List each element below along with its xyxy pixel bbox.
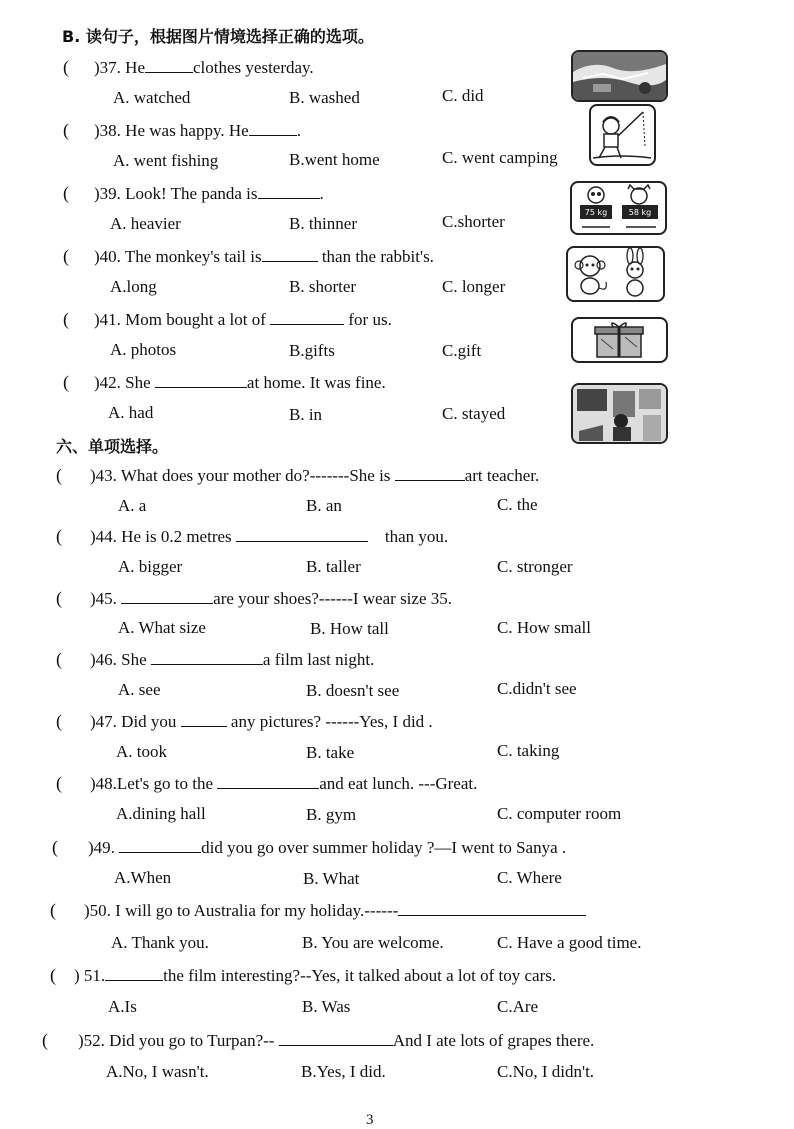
answer-paren[interactable]: ( (63, 246, 69, 266)
panda-scale-icon (570, 181, 667, 235)
option-b: B. taller (306, 557, 361, 576)
monkey-rabbit-icon (566, 246, 665, 302)
question-39: )39. Look! The panda is . (94, 184, 324, 203)
question-42: )42. She at home. It was fine. (94, 373, 386, 392)
answer-paren[interactable]: ( (56, 773, 62, 793)
option-a: A. Thank you. (111, 933, 209, 952)
option-b: B. thinner (289, 214, 357, 233)
option-a: A. photos (110, 340, 177, 359)
option-a: A. bigger (118, 557, 183, 576)
question-49: )49. did you go over summer holiday ?—I went to Sanya . (88, 838, 567, 857)
option-b: B. doesn't see (306, 681, 400, 700)
blank (121, 588, 213, 604)
option-b: B.went home (289, 150, 380, 169)
answer-paren[interactable]: ( (56, 711, 62, 731)
section-6-title: 六、单项选择。 (56, 437, 169, 456)
question-52: )52. Did you go to Turpan?-- And I ate lots of grapes there. (78, 1031, 595, 1050)
option-c: C.shorter (442, 212, 505, 231)
blank (395, 465, 465, 481)
svg-text:58 kg: 58 kg (628, 208, 652, 217)
option-c: C. taking (497, 741, 560, 760)
option-b: B. shorter (289, 277, 357, 296)
option-a: A. watched (113, 88, 191, 107)
blank (270, 309, 344, 325)
answer-paren[interactable]: ( (63, 120, 69, 140)
option-c: C. computer room (497, 804, 622, 823)
question-51: ) 51. the film interesting?--Yes, it talked about a lot of toy cars. (74, 966, 557, 985)
option-c: C.didn't see (497, 679, 577, 698)
boy-at-home-icon (571, 383, 668, 444)
gift-box-icon (571, 317, 668, 363)
question-44: )44. He is 0.2 metres than you. (90, 527, 449, 546)
option-b: B. take (306, 743, 355, 762)
answer-paren[interactable]: ( (63, 57, 69, 77)
option-b: B.gifts (289, 341, 335, 360)
answer-paren[interactable]: ( (42, 1030, 48, 1050)
option-c: C.No, I didn't. (497, 1062, 595, 1081)
option-c: C. How small (497, 618, 591, 637)
option-a: A. heavier (110, 214, 181, 233)
blank (236, 526, 368, 542)
option-b: B. How tall (310, 619, 389, 638)
blank (398, 900, 586, 916)
option-c: C. the (497, 495, 538, 514)
question-40: )40. The monkey's tail is than the rabbit's. (94, 247, 434, 266)
svg-text:75 kg: 75 kg (584, 208, 608, 217)
answer-paren[interactable]: ( (52, 837, 58, 857)
option-c: C.Are (497, 997, 539, 1016)
fishing-boy-icon (589, 104, 656, 166)
question-37: )37. He clothes yesterday. (94, 58, 314, 77)
question-45: )45. are your shoes?------I wear size 35. (90, 589, 452, 608)
answer-paren[interactable]: ( (63, 309, 69, 329)
question-41: )41. Mom bought a lot of for us. (94, 310, 392, 329)
question-38: )38. He was happy. He . (94, 121, 301, 140)
option-b: B. washed (289, 88, 360, 107)
option-a: A. took (116, 742, 167, 761)
option-c: C. longer (442, 277, 506, 296)
option-c: C. stronger (497, 557, 573, 576)
question-46: )46. She a film last night. (90, 650, 375, 669)
option-a: A.No, I wasn't. (106, 1062, 209, 1081)
blank (249, 120, 297, 136)
option-a: A.When (114, 868, 172, 887)
option-b: B. an (306, 496, 342, 515)
option-a: A. see (118, 680, 161, 699)
question-47: )47. Did you any pictures? ------Yes, I did . (90, 712, 433, 731)
blank (151, 649, 263, 665)
answer-paren[interactable]: ( (50, 965, 56, 985)
option-a: A.Is (108, 997, 137, 1016)
blank (279, 1030, 393, 1046)
option-b: B. in (289, 405, 323, 424)
option-b: B. What (303, 869, 360, 888)
option-c: C. went camping (442, 148, 558, 167)
option-c: C. stayed (442, 404, 506, 423)
blank (119, 837, 201, 853)
answer-paren[interactable]: ( (63, 183, 69, 203)
option-c: C. Where (497, 868, 562, 887)
option-b: B. gym (306, 805, 357, 824)
question-43: )43. What does your mother do?-------She is art teacher. (90, 466, 540, 485)
blank (105, 965, 163, 981)
section-b-title: B. 读句子，根据图片情境选择正确的选项。 (62, 27, 374, 46)
blank (262, 246, 318, 262)
answer-paren[interactable]: ( (56, 526, 62, 546)
question-48: )48.Let's go to the and eat lunch. ---Great. (90, 774, 478, 793)
page-number: 3 (366, 1112, 374, 1128)
answer-paren[interactable]: ( (63, 372, 69, 392)
laundry-scene-icon (571, 50, 668, 102)
option-b: B. Was (302, 997, 351, 1016)
answer-paren[interactable]: ( (56, 588, 62, 608)
option-a: A.dining hall (116, 804, 206, 823)
option-c: C. did (442, 86, 484, 105)
option-c: C. Have a good time. (497, 933, 642, 952)
option-b: B. You are welcome. (302, 933, 444, 952)
answer-paren[interactable]: ( (50, 900, 56, 920)
option-c: C.gift (442, 341, 482, 360)
answer-paren[interactable]: ( (56, 465, 62, 485)
option-a: A. What size (118, 618, 206, 637)
blank (145, 57, 193, 73)
blank (181, 711, 227, 727)
answer-paren[interactable]: ( (56, 649, 62, 669)
question-50: )50. I will go to Australia for my holiday.------ (84, 900, 586, 921)
blank (258, 183, 320, 199)
option-a: A. had (108, 403, 154, 422)
option-a: A. a (118, 496, 147, 515)
option-b: B.Yes, I did. (301, 1062, 386, 1081)
blank (217, 773, 319, 789)
option-a: A.long (110, 277, 157, 296)
option-a: A. went fishing (113, 151, 219, 170)
blank (155, 372, 247, 388)
